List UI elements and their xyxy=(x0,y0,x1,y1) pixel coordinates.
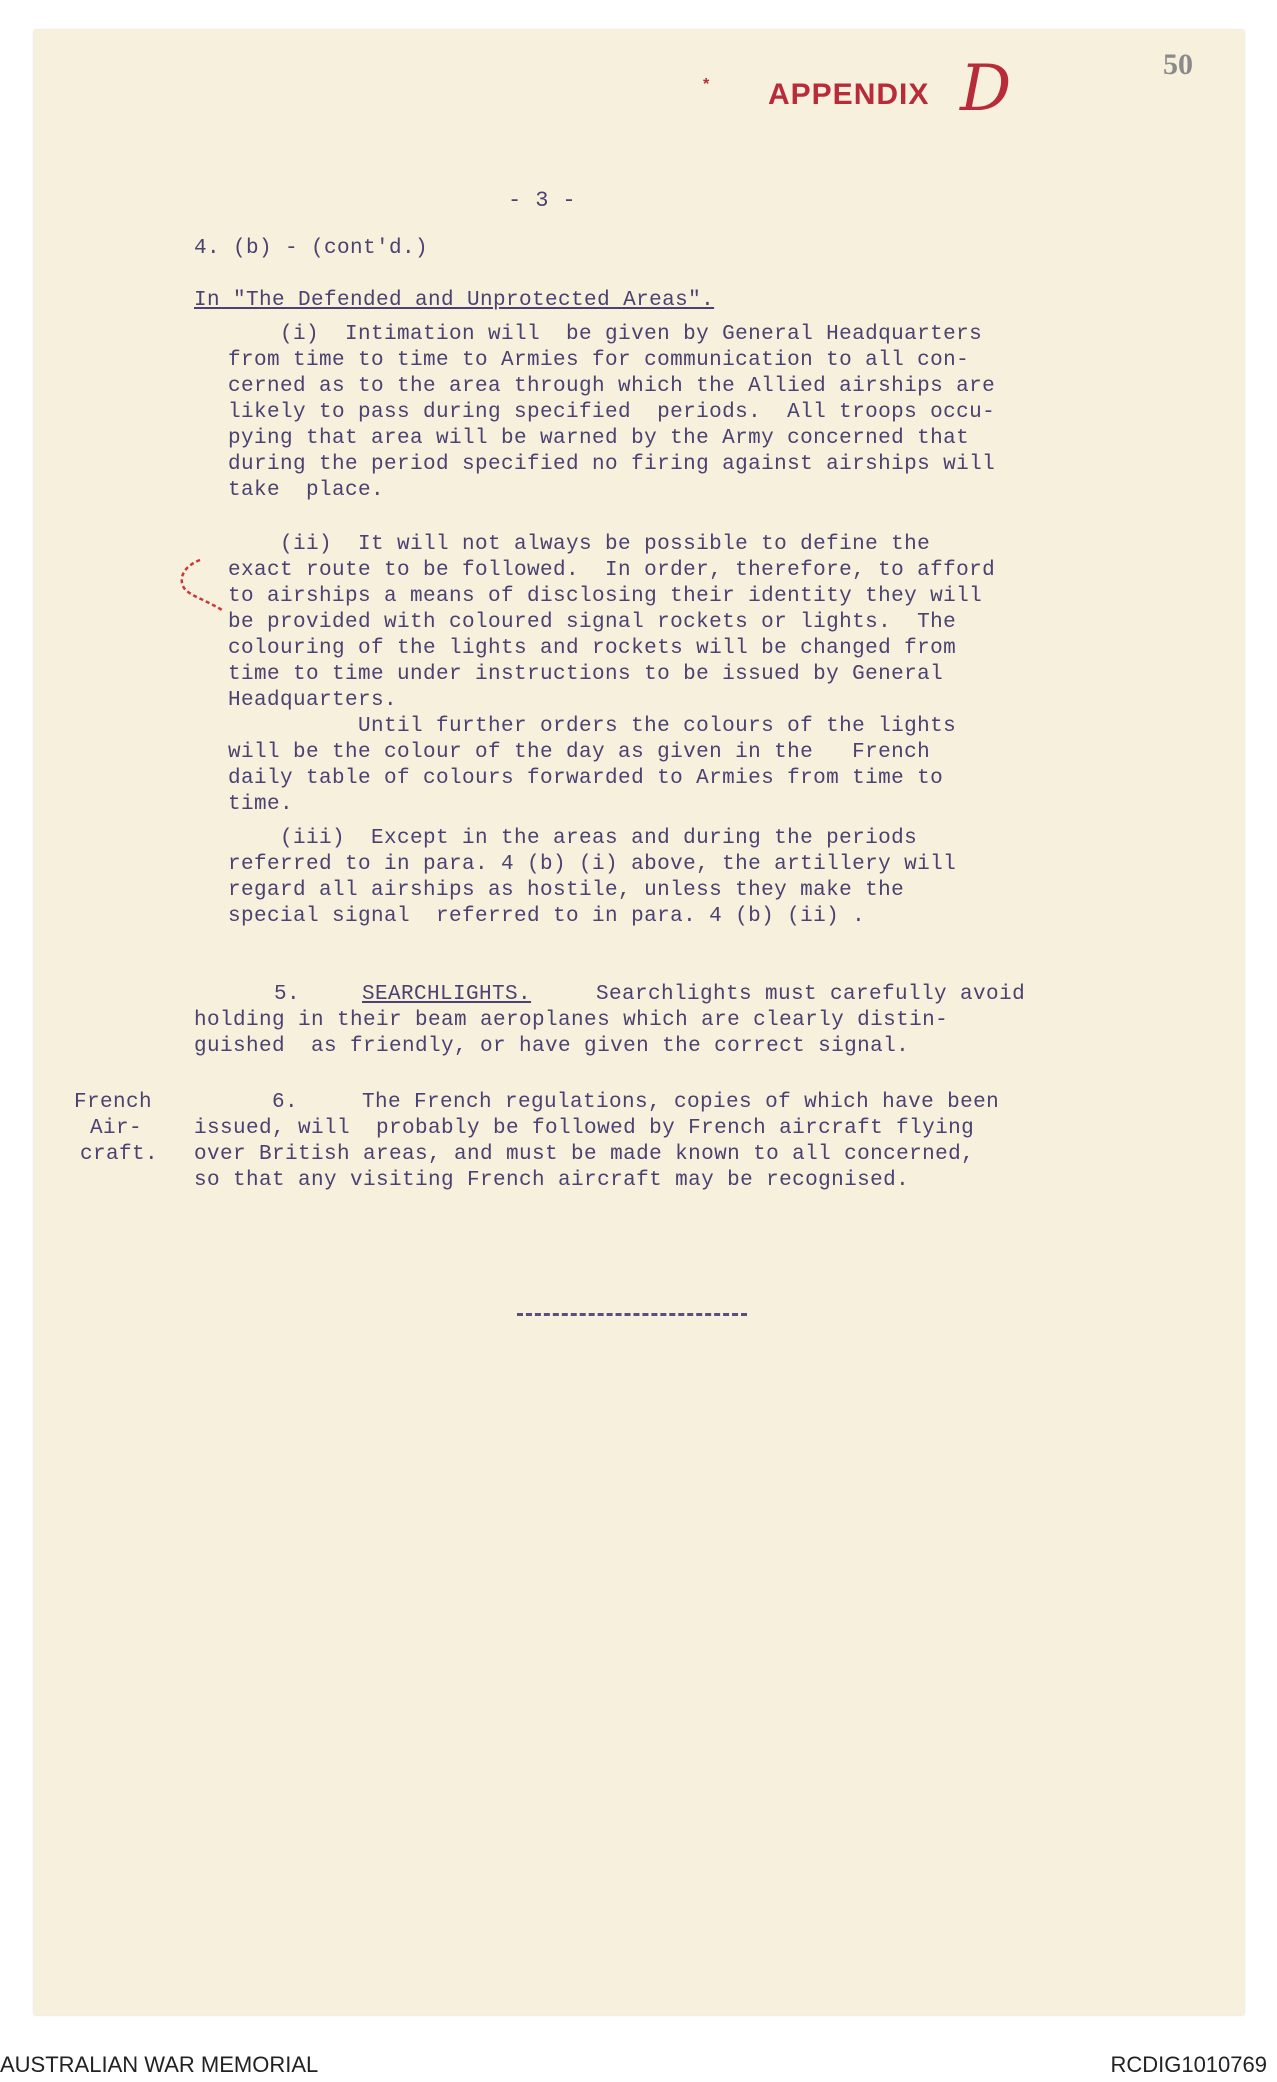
text-line: during the period specified no firing against airships will xyxy=(228,453,996,476)
text-line: regard all airships as hostile, unless they make the xyxy=(228,879,905,902)
text-line: (iii) Except in the areas and during the periods xyxy=(228,827,918,850)
appendix-letter: D xyxy=(960,52,1013,126)
text-line: exact route to be followed. In order, therefore, to afford xyxy=(228,559,996,582)
end-rule xyxy=(517,1313,747,1316)
stamp-bullet: * xyxy=(703,76,711,93)
text-line: referred to in para. 4 (b) (i) above, the artillery will xyxy=(228,853,957,876)
text-line: time to time under instructions to be issued by General xyxy=(228,663,944,686)
text-line: (ii) It will not always be possible to define the xyxy=(228,533,931,556)
section-subheading: In "The Defended and Unprotected Areas". xyxy=(194,289,715,312)
section-reference: 4. (b) - (cont'd.) xyxy=(194,237,429,260)
paragraph-number: 5. xyxy=(274,983,301,1006)
text-line: from time to time to Armies for communication to all con- xyxy=(228,349,970,372)
text-line: be provided with coloured signal rockets or lights. The xyxy=(228,611,957,634)
text-line: special signal referred to in para. 4 (b) (ii) . xyxy=(228,905,866,928)
text-line: time. xyxy=(228,793,294,816)
text-line: take place. xyxy=(228,479,385,502)
page-number: 50 xyxy=(1163,48,1193,81)
text-line: Searchlights must carefully avoid xyxy=(596,983,1026,1006)
text-line: colouring of the lights and rockets will be changed from xyxy=(228,637,957,660)
text-line: pying that area will be warned by the Army concerned that xyxy=(228,427,970,450)
text-line: (i) Intimation will be given by General Headquarters xyxy=(228,323,983,346)
text-line: issued, will probably be followed by French aircraft flying xyxy=(194,1117,975,1140)
page-heading: - 3 - xyxy=(508,188,577,213)
margin-note-line: Air- xyxy=(90,1117,143,1140)
text-line: so that any visiting French aircraft may be recognised. xyxy=(194,1169,910,1192)
footer-record-id: RCDIG1010769 xyxy=(1110,2052,1267,2077)
paragraph-title: SEARCHLIGHTS. xyxy=(362,983,532,1006)
text-line: to airships a means of disclosing their identity they will xyxy=(228,585,983,608)
text-line: likely to pass during specified periods. All troops occu- xyxy=(228,401,996,424)
text-line: guished as friendly, or have given the correct signal. xyxy=(194,1035,910,1058)
margin-note-line: craft. xyxy=(80,1143,159,1166)
text-line: cerned as to the area through which the Allied airships are xyxy=(228,375,996,398)
text-line: holding in their beam aeroplanes which are clearly distin- xyxy=(194,1009,949,1032)
text-line: The French regulations, copies of which have been xyxy=(362,1091,1000,1114)
paragraph-number: 6. xyxy=(272,1091,299,1114)
footer-institution: AUSTRALIAN WAR MEMORIAL xyxy=(0,2052,319,2077)
appendix-stamp: APPENDIX xyxy=(768,78,930,111)
text-line: will be the colour of the day as given in the French xyxy=(228,741,931,764)
text-line: Headquarters. xyxy=(228,689,398,712)
margin-note-line: French xyxy=(74,1091,153,1114)
text-line: daily table of colours forwarded to Armies from time to xyxy=(228,767,944,790)
text-line: over British areas, and must be made known to all concerned, xyxy=(194,1143,975,1166)
text-line: Until further orders the colours of the lights xyxy=(228,715,957,738)
